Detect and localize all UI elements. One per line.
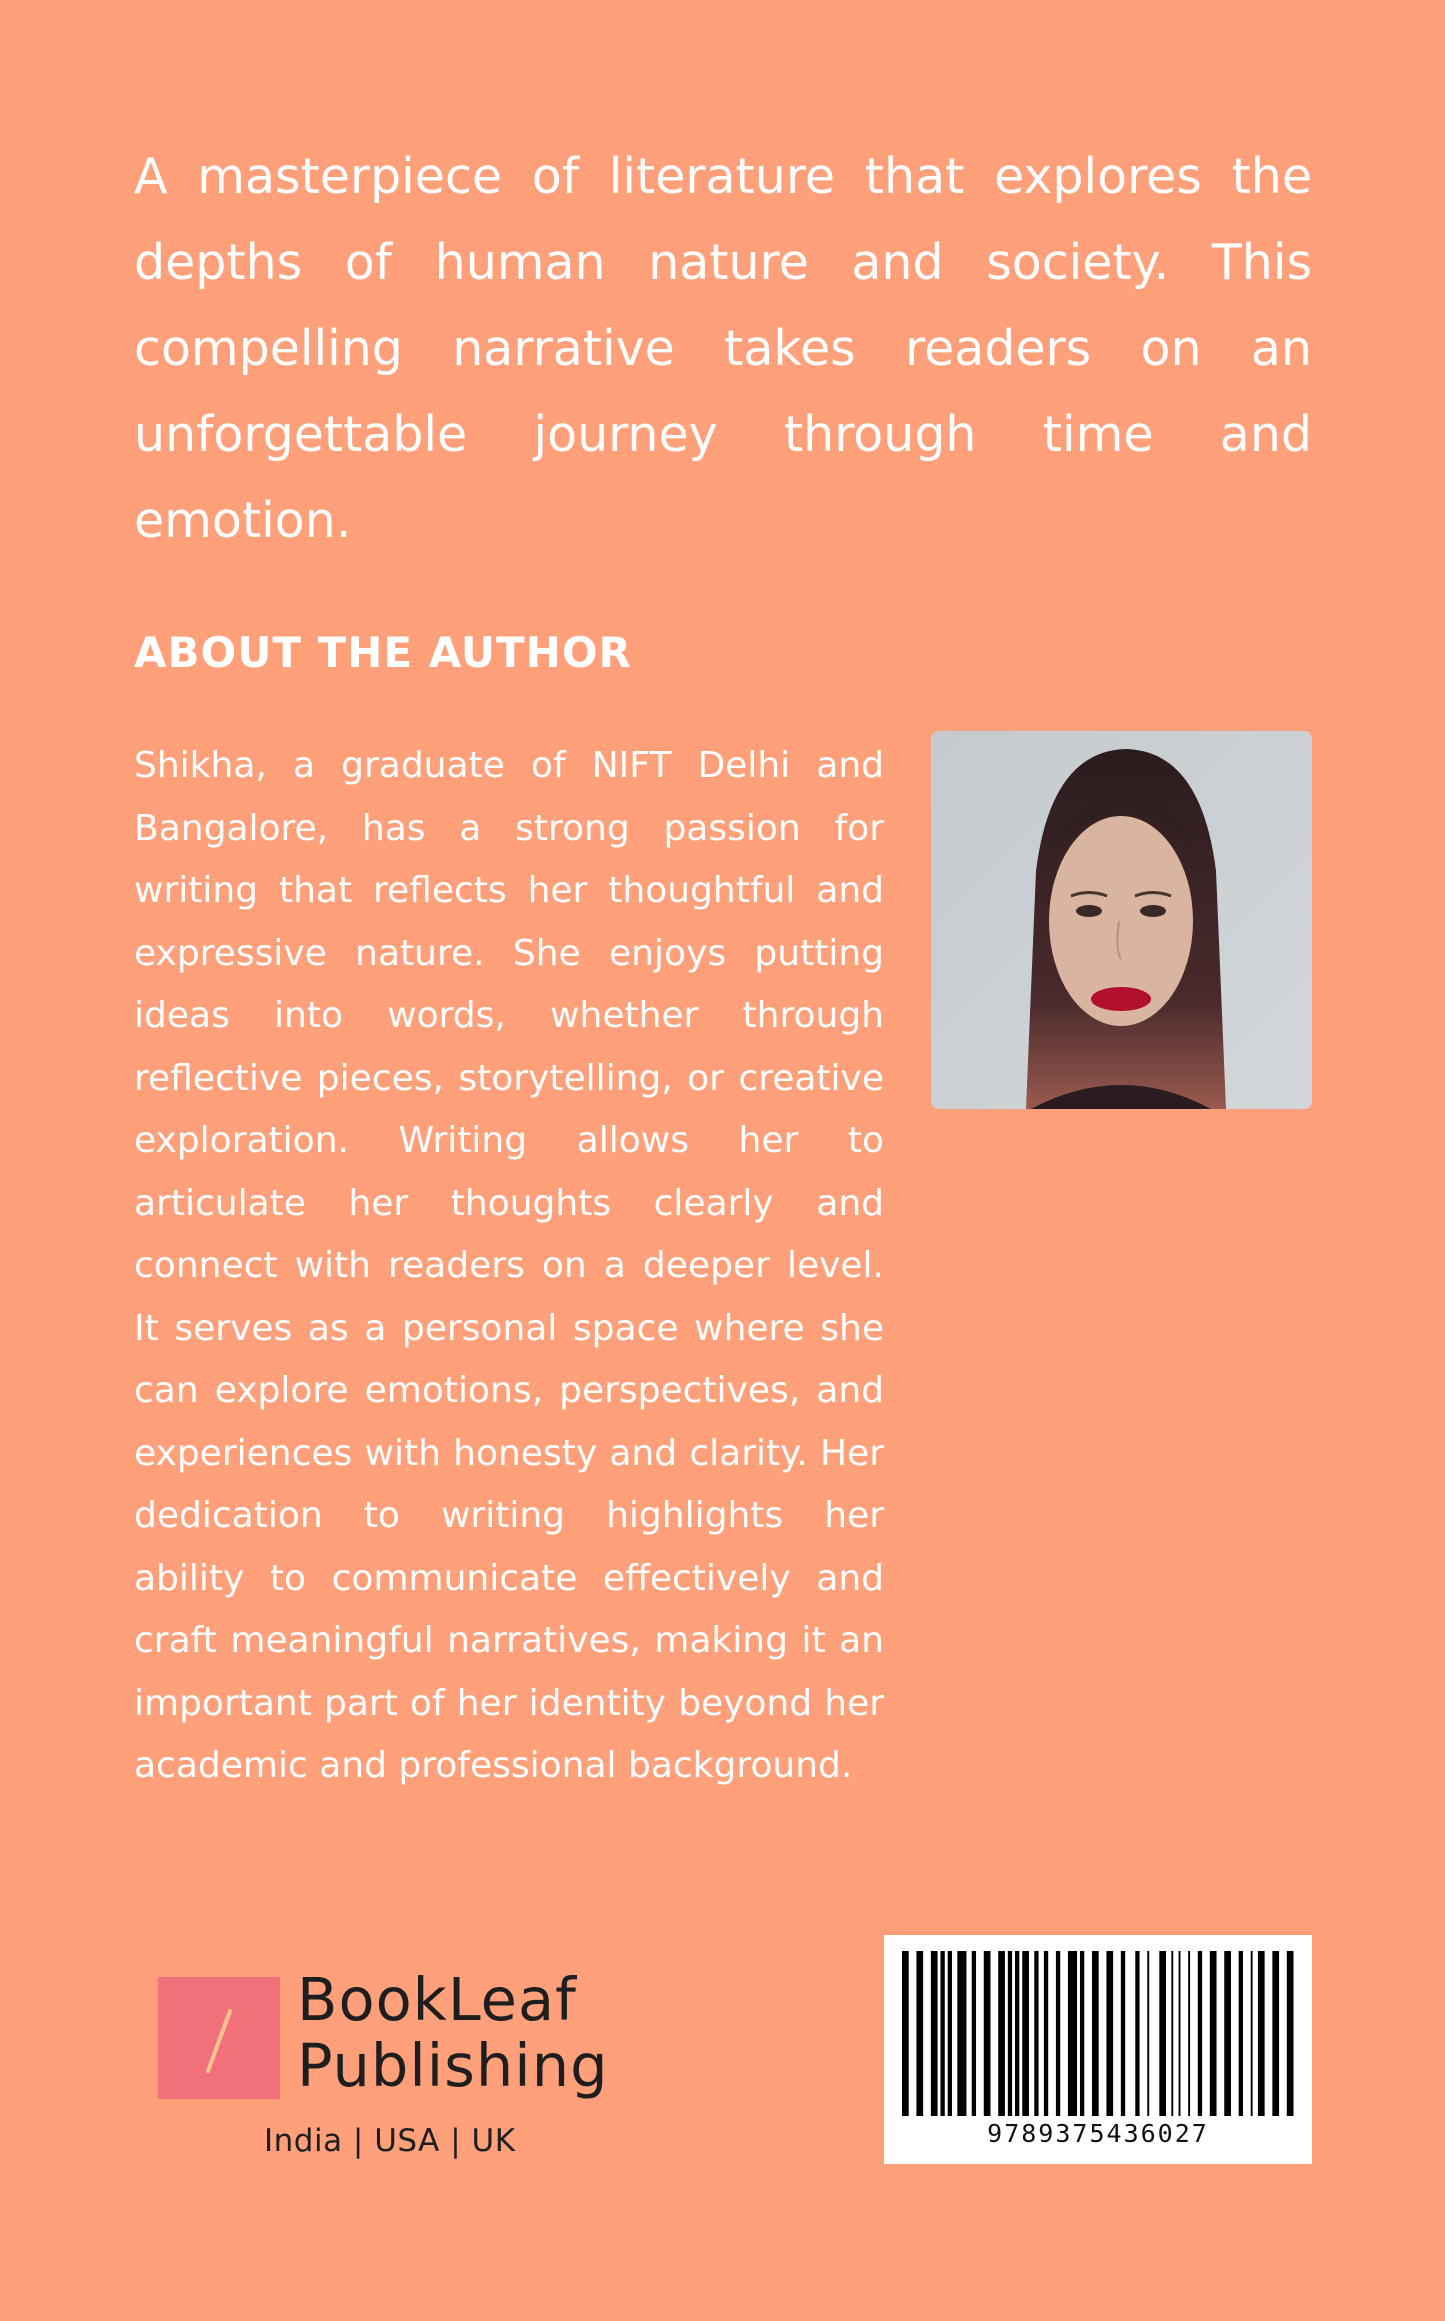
barcode-bar — [1147, 1951, 1149, 2116]
barcode-bar — [1121, 1951, 1125, 2116]
slash-icon — [158, 1977, 280, 2099]
barcode-bar — [902, 1951, 909, 2116]
barcode-bar — [1092, 1951, 1099, 2116]
about-author-heading: ABOUT THE AUTHOR — [134, 628, 632, 677]
barcode-bar — [972, 1951, 976, 2116]
publisher-name — [297, 1967, 609, 2099]
author-bio: Shikha, a graduate of NIFT Delhi and Bangalore, has a strong passion for writing that reflects her thoughtful and expressive nature. She enjoys putting ideas into words, whether through reflective pieces, storytelling, or creative exploration. Writing allows her to articulate her thoughts clearly and connect with readers on a deeper level. It serves as a personal space where she can explore emotions, perspectives, and experiences with honesty and clarity. Her dedication to writing highlights her ability to communicate effectively and craft meaningful narratives, making it an important part of her identity beyond her academic and professional background. — [134, 745, 884, 1786]
barcode-bar — [940, 1951, 944, 2116]
barcode-icon — [902, 1951, 1294, 2116]
author-portrait-icon — [931, 731, 1312, 1109]
bookleaf-logo-mark — [158, 1977, 280, 2099]
barcode-bar — [1008, 1951, 1012, 2116]
barcode-bar — [984, 1951, 991, 2116]
barcode-bar — [1210, 1951, 1217, 2116]
barcode-bar — [1135, 1951, 1139, 2116]
author-photo — [931, 731, 1312, 1109]
barcode-bar — [1044, 1951, 1048, 2116]
barcode-bar — [1224, 1951, 1231, 2116]
barcode-bar — [1034, 1951, 1038, 2116]
barcode-bar — [1159, 1951, 1166, 2116]
barcode-bar — [948, 1951, 952, 2116]
barcode-bar — [1015, 1951, 1019, 2116]
barcode-bar — [998, 1951, 1005, 2116]
barcode-bar — [1258, 1951, 1265, 2116]
barcode-bar — [1171, 1951, 1173, 2116]
barcode-bar — [957, 1951, 966, 2116]
barcode-bar — [1188, 1951, 1190, 2116]
barcode-bar — [916, 1951, 923, 2116]
barcode-bar — [1056, 1951, 1060, 2116]
barcode-bar — [1287, 1951, 1294, 2116]
isbn-barcode — [884, 1935, 1312, 2164]
isbn-number: 9789375436027 — [987, 2119, 1209, 2148]
barcode-bar — [1272, 1951, 1279, 2116]
book-blurb: A masterpiece of literature that explores the depths of human nature and society. This compelling narrative takes readers on an unforgettable journey through time and emotion. — [134, 148, 1312, 549]
barcode-bar — [1239, 1951, 1243, 2116]
publisher-name-line1: BookLeaf — [297, 1965, 577, 2034]
barcode-bar — [1080, 1951, 1084, 2116]
barcode-bar — [1022, 1951, 1029, 2116]
barcode-bar — [1068, 1951, 1077, 2116]
barcode-bar — [931, 1951, 938, 2116]
barcode-bar — [1179, 1951, 1181, 2116]
barcode-bar — [1106, 1951, 1113, 2116]
barcode-bar — [1198, 1951, 1202, 2116]
publisher-name-line2: Publishing — [297, 2031, 609, 2100]
publisher-regions: India | USA | UK — [264, 2123, 516, 2159]
barcode-bar — [1251, 1951, 1253, 2116]
